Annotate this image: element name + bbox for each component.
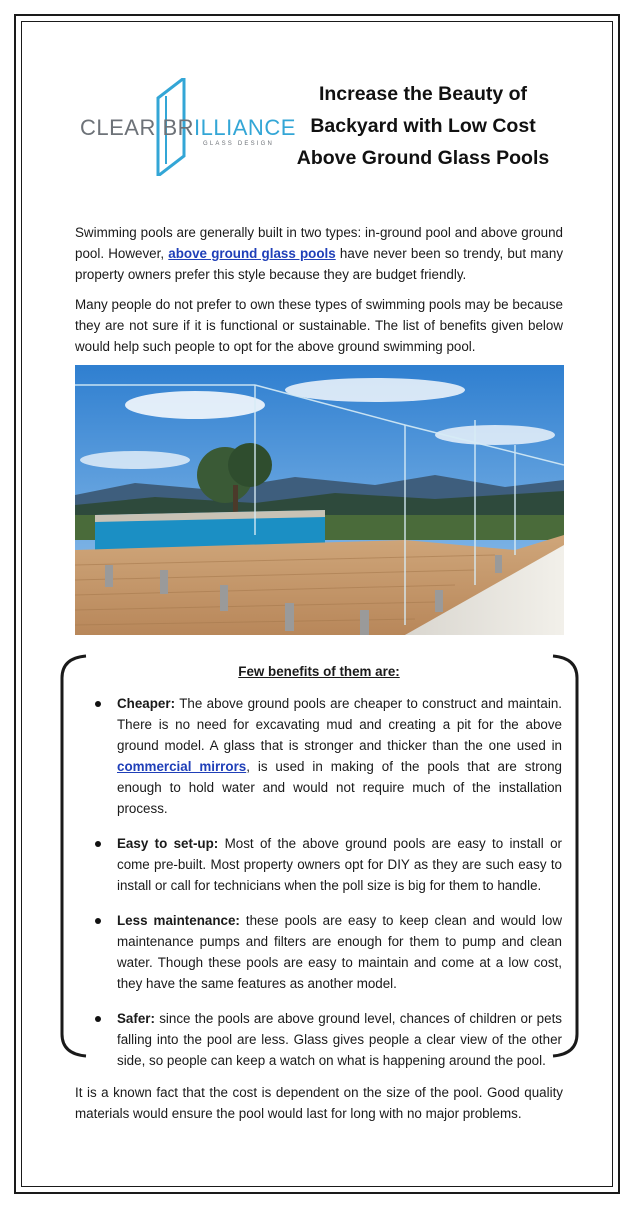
logo-tagline: GLASS DESIGN xyxy=(203,141,275,147)
intro-paragraph-1: Swimming pools are generally built in two types: in-ground pool and above ground pool. However, above ground glass pools have never been so trendy, but many property owners prefer this style because they are budget friendly. xyxy=(75,225,564,282)
list-item: Less maintenance: these pools are easy to keep clean and would low maintenance pumps and filters are enough for them to pump and clean water. Though these pools are easy to maintain and come at a low cost, they have the same features as another model. xyxy=(93,910,562,994)
commercial-mirrors-link[interactable]: commercial mirrors xyxy=(117,759,247,774)
list-item: Easy to set-up: Most of the above ground pools are easy to install or come pre-built. Most property owners opt for DIY as they are such easy to install or call for technicians when the poll size is big for them to handle. xyxy=(93,833,562,896)
benefits-list xyxy=(93,693,562,1085)
above-ground-glass-pools-link[interactable]: above ground glass pools xyxy=(168,246,336,261)
list-item: Safer: since the pools are above ground level, chances of children or pets falling into the pool are less. Glass gives people a clear view of the other side, so people can keep a watch on what is happening around the pool. xyxy=(93,1008,562,1071)
intro-paragraph-2: Many people do not prefer to own these types of swimming pools may be because they are not sure if it is functional or sustainable. The list of benefits given below would help such people to opt for the above ground swimming pool. xyxy=(75,297,563,354)
left-bracket xyxy=(58,654,88,1058)
title-line-2: Backyard with Low Cost xyxy=(310,115,536,137)
list-item: Cheaper: The above ground pools are cheaper to construct and maintain. There is no need for excavating mud and creating a pit for the above ground model. A glass that is stronger and thicker than the one used in commercial mirrors, is used in making of the pools that are strong enough to hold water and would not require much of the installation process. xyxy=(93,693,562,819)
bullet-icon xyxy=(95,701,101,707)
bullet-icon xyxy=(95,1016,101,1022)
benefits-heading: Few benefits of them are: xyxy=(238,664,400,679)
logo-wordmark: CLEAR BRILLIANCE xyxy=(80,115,296,140)
clear-brilliance-logo xyxy=(80,78,296,176)
glass-pool-photo xyxy=(75,365,564,635)
title-line-1: Increase the Beauty of xyxy=(318,83,528,105)
bullet-icon xyxy=(95,841,101,847)
bullet-icon xyxy=(95,918,101,924)
page-title xyxy=(278,78,568,174)
title-line-3: Above Ground Glass Pools xyxy=(296,147,550,169)
closing-paragraph: It is a known fact that the cost is dependent on the size of the pool. Good quality materials would ensure the pool would last for long with no major problems. xyxy=(75,1085,563,1121)
